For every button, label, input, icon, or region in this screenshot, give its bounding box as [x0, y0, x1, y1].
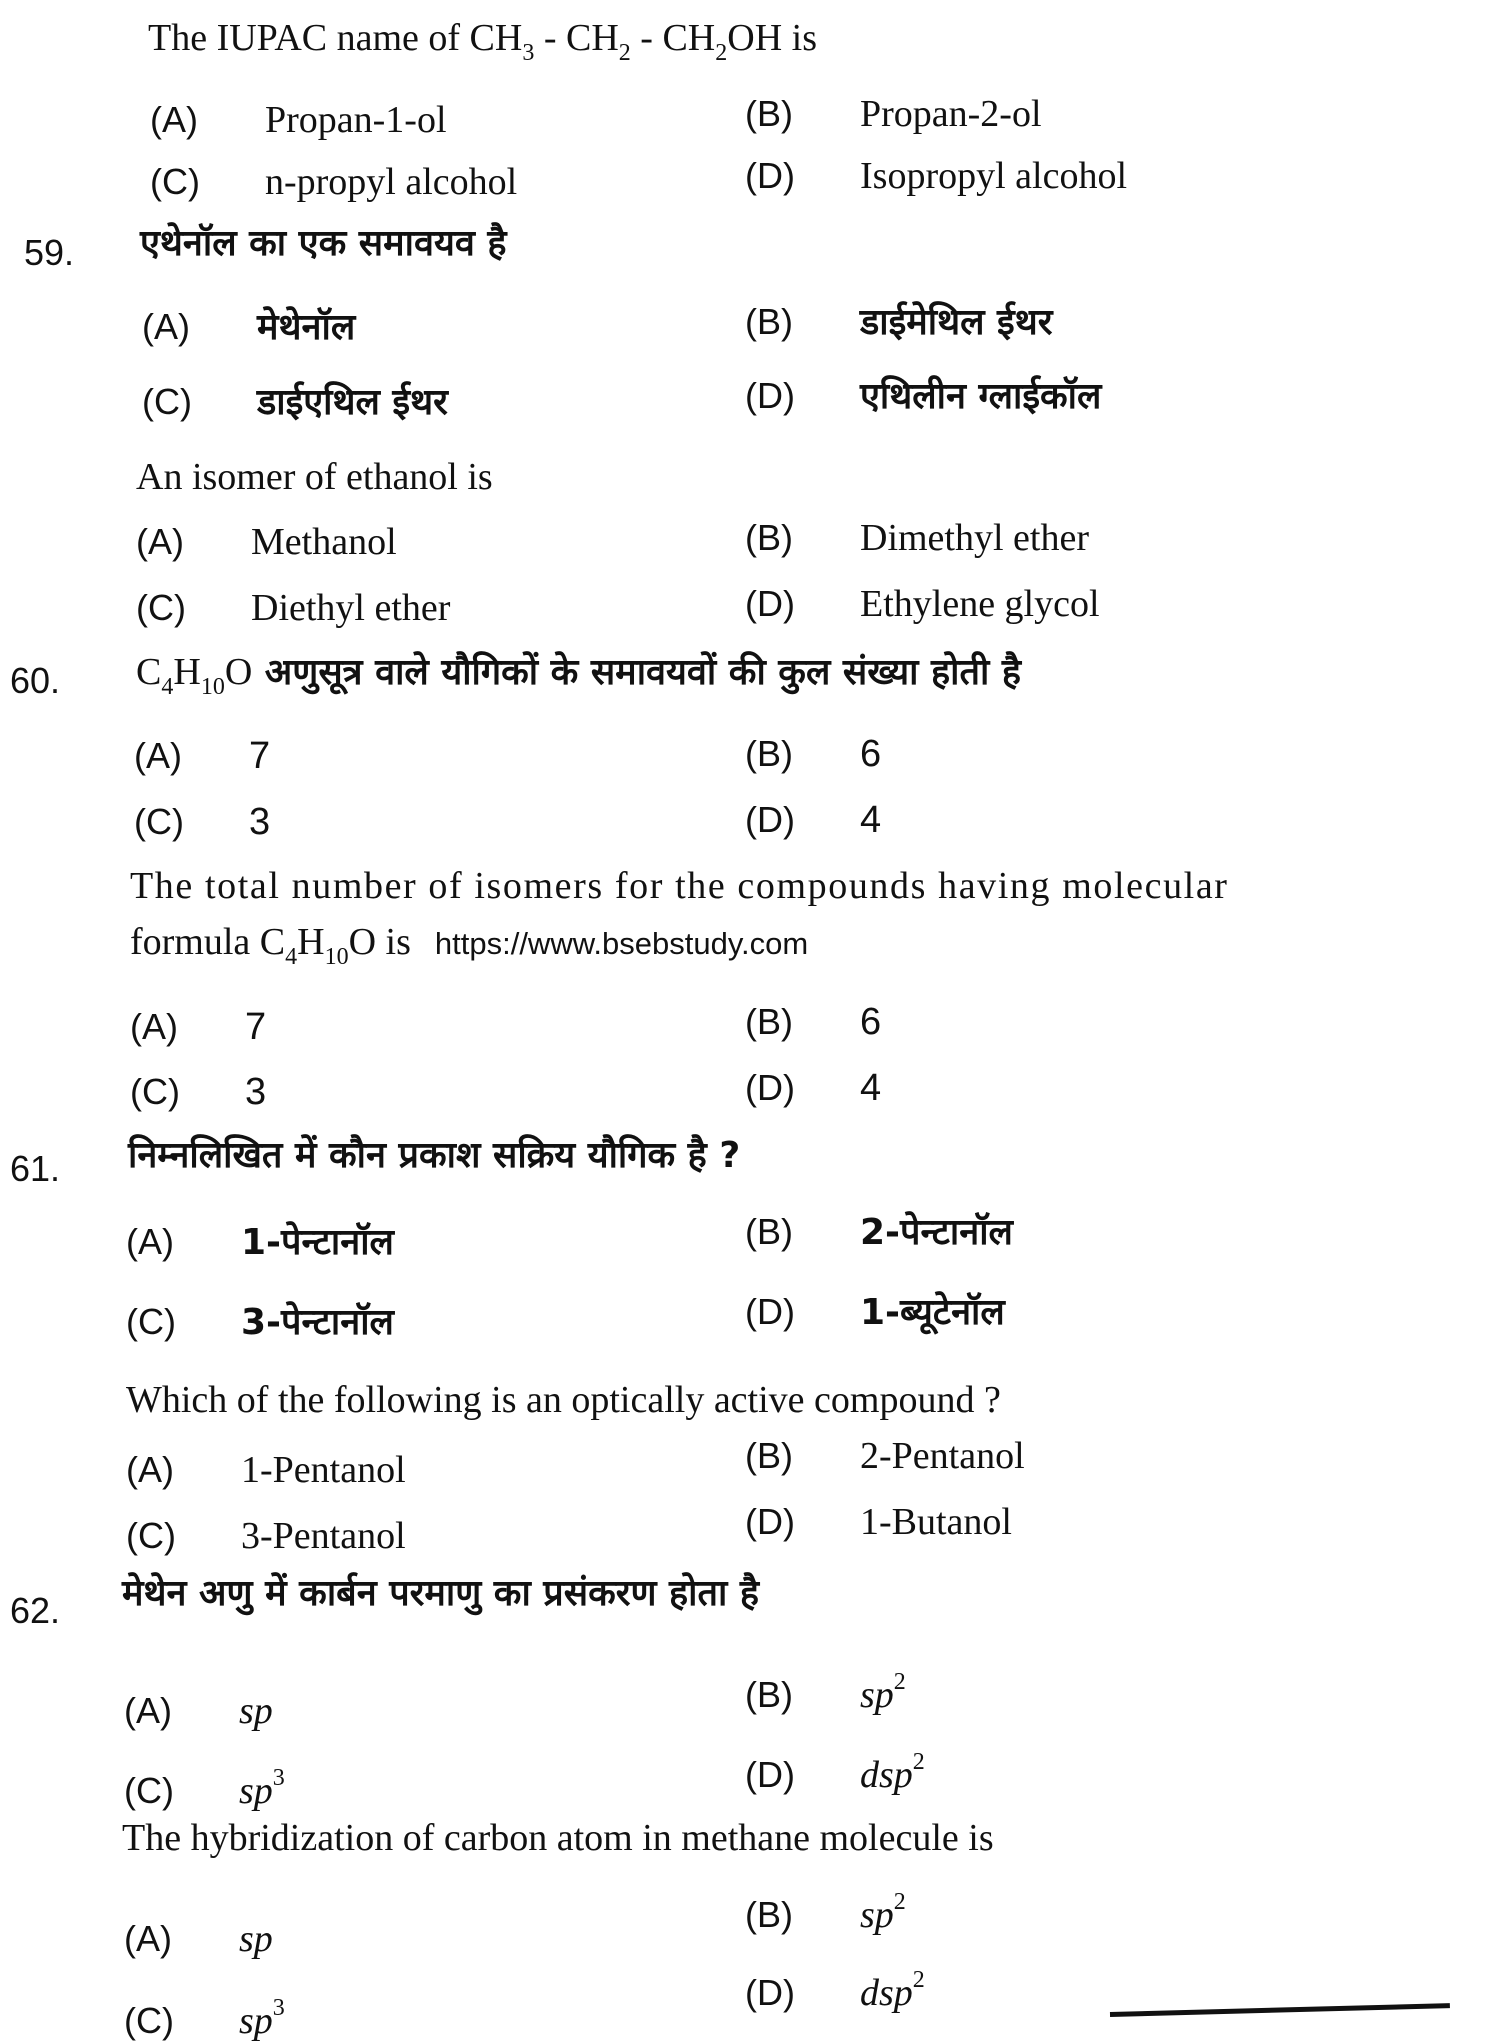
question-62-hi-text: मेथेन अणु में कार्बन परमाणु का प्रसंकरण होता है [122, 1573, 759, 1614]
q59-hi-option-c: (C) डाईएथिल ईथर [142, 381, 448, 423]
question-59-en-text: An isomer of ethanol is [136, 456, 493, 498]
question-59-hi-text: एथेनॉल का एक समावयव है [140, 223, 507, 264]
question-60-hi-text: $C_4H_{10}O$ अणुसूत्र वाले यौगिकों के समावयवों की कुल संख्या होती है [136, 651, 1021, 700]
q59-en-option-b: (B) Dimethyl ether [745, 517, 1089, 559]
q62-en-option-d: (D) dsp$^2$ [745, 1967, 925, 2014]
q60-en-option-d: (D) 4 [745, 1067, 882, 1109]
q62-hi-option-c: (C) $sp^3$ [124, 1765, 285, 1812]
footer-divider [1110, 2003, 1450, 2017]
question-62-en-text: The hybridization of carbon atom in methane molecule is [122, 1817, 994, 1859]
q58-en-option-c: (C) n-propyl alcohol [150, 161, 518, 203]
q60-hi-option-d: (D) 4 [745, 799, 882, 841]
q60-en-option-a: (A) 7 [130, 1006, 267, 1048]
q59-en-option-c: (C) Diethyl ether [136, 587, 451, 629]
q61-en-option-d: (D) 1-Butanol [745, 1501, 1012, 1543]
watermark-url: https://www.bsebstudy.com [434, 926, 809, 961]
q62-en-option-c: (C) $sp^3$ [124, 1995, 285, 2042]
q59-en-option-a: (A) Methanol [136, 521, 397, 563]
q62-hi-option-b: (B) $sp^2$ [745, 1669, 906, 1716]
q60-hi-option-c: (C) 3 [134, 801, 271, 843]
question-61-en-text: Which of the following is an optically active compound ? [126, 1379, 1001, 1421]
q60-en-option-c: (C) 3 [130, 1071, 267, 1113]
question-60-en-text-line2: formula $C_4H_{10}O$ is https://www.bsebstudy.com [130, 921, 809, 970]
question-number-60: 60. [10, 660, 61, 701]
q59-hi-option-b: (B) डाईमेथिल ईथर [745, 301, 1053, 343]
q62-hi-option-a: (A) sp [124, 1690, 273, 1732]
q61-hi-option-c: (C) 3-पेन्टानॉल [126, 1301, 394, 1343]
q61-en-option-a: (A) 1-Pentanol [126, 1449, 406, 1491]
question-58-en-text: The IUPAC name of $CH_3 - CH_2 - CH_2OH$ is [148, 17, 817, 66]
q61-en-option-b: (B) 2-Pentanol [745, 1435, 1025, 1477]
q59-hi-option-a: (A) मेथेनॉल [142, 306, 356, 348]
q58-en-option-d: (D) Isopropyl alcohol [745, 155, 1128, 197]
q59-en-option-d: (D) Ethylene glycol [745, 583, 1100, 625]
q59-hi-option-d: (D) एथिलीन ग्लाईकॉल [745, 375, 1102, 417]
question-number-62: 62. [10, 1590, 61, 1631]
q62-en-option-b: (B) $sp^2$ [745, 1889, 906, 1936]
q61-en-option-c: (C) 3-Pentanol [126, 1515, 406, 1557]
q61-hi-option-b: (B) 2-पेन्टानॉल [745, 1211, 1013, 1253]
q58-en-option-a: (A) Propan-1-ol [150, 99, 447, 141]
q60-hi-option-b: (B) 6 [745, 733, 882, 775]
question-number-61: 61. [10, 1148, 61, 1189]
q60-hi-option-a: (A) 7 [134, 735, 271, 777]
question-61-hi-text: निम्नलिखित में कौन प्रकाश सक्रिय यौगिक है ? [128, 1135, 741, 1176]
q58-en-option-b: (B) Propan-2-ol [745, 93, 1042, 135]
q60-en-option-b: (B) 6 [745, 1001, 882, 1043]
q61-hi-option-d: (D) 1-ब्यूटेनॉल [745, 1291, 1005, 1333]
question-60-en-text-line1: The total number of isomers for the compounds having molecular [130, 865, 1229, 907]
q61-hi-option-a: (A) 1-पेन्टानॉल [126, 1221, 394, 1263]
q62-hi-option-d: (D) dsp$^2$ [745, 1749, 925, 1796]
q62-en-option-a: (A) sp [124, 1918, 273, 1960]
question-number-59: 59. [24, 232, 75, 273]
